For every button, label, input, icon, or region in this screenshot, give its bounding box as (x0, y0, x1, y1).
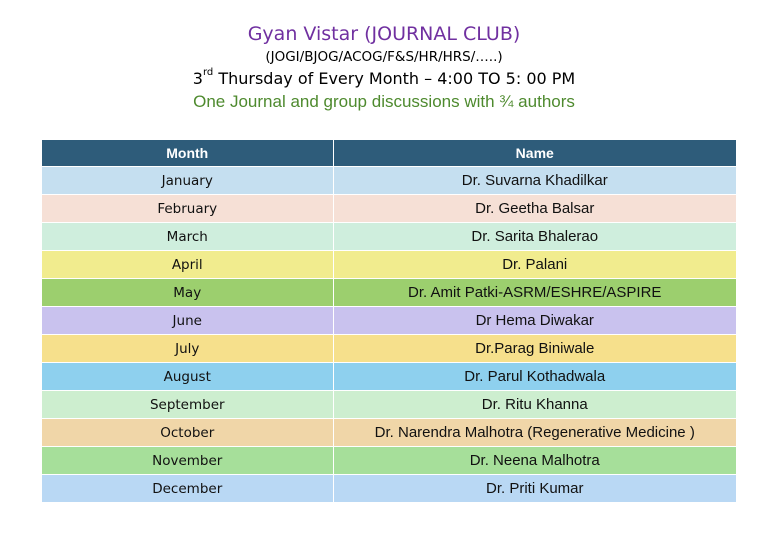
column-header-name: Name (333, 140, 736, 167)
table-row (42, 279, 736, 307)
name-cell: Dr. Parul Kothadwala (333, 363, 736, 391)
table-row (42, 167, 736, 195)
name-cell: Dr. Sarita Bhalerao (333, 223, 736, 251)
name-cell: Dr.Parag Biniwale (333, 335, 736, 363)
table-row (42, 391, 736, 419)
name-cell: Dr. Neena Malhotra (333, 447, 736, 475)
month-cell: March (42, 223, 333, 251)
schedule-table (42, 140, 736, 502)
name-cell: Dr. Geetha Balsar (333, 195, 736, 223)
page-title: Gyan Vistar (JOURNAL CLUB) (247, 23, 521, 45)
month-cell: August (42, 363, 333, 391)
table-header-row (42, 140, 736, 167)
month-cell: September (42, 391, 333, 419)
name-cell: Dr. Suvarna Khadilkar (333, 167, 736, 195)
table-row (42, 475, 736, 503)
schedule-day-number: 3 (192, 69, 203, 88)
name-cell: Dr. Narendra Malhotra (Regenerative Medicine ) (333, 419, 736, 447)
month-cell: February (42, 195, 333, 223)
name-cell: Dr. Priti Kumar (333, 475, 736, 503)
name-cell: Dr Hema Diwakar (333, 307, 736, 335)
schedule-text: Thursday of Every Month – 4:00 TO 5: 00 PM (213, 69, 576, 88)
name-cell: Dr. Palani (333, 251, 736, 279)
schedule-line (0, 68, 768, 90)
table-row (42, 223, 736, 251)
table-row (42, 195, 736, 223)
table-row (42, 335, 736, 363)
month-cell: January (42, 167, 333, 195)
table-row (42, 447, 736, 475)
month-cell: May (42, 279, 333, 307)
month-cell: October (42, 419, 333, 447)
journal-list: (JOGI/BJOG/ACOG/F&S/HR/HRS/…..) (265, 49, 503, 65)
column-header-month: Month (42, 140, 333, 167)
table-row (42, 363, 736, 391)
month-cell: December (42, 475, 333, 503)
month-cell: June (42, 307, 333, 335)
table-row (42, 251, 736, 279)
tagline: One Journal and group discussions with ¾ authors (193, 92, 575, 111)
month-cell: November (42, 447, 333, 475)
name-cell: Dr. Amit Patki-ASRM/ESHRE/ASPIRE (333, 279, 736, 307)
table-row (42, 419, 736, 447)
month-cell: April (42, 251, 333, 279)
name-cell: Dr. Ritu Khanna (333, 391, 736, 419)
schedule-ordinal-suffix: rd (202, 67, 214, 78)
table-row (42, 307, 736, 335)
month-cell: July (42, 335, 333, 363)
